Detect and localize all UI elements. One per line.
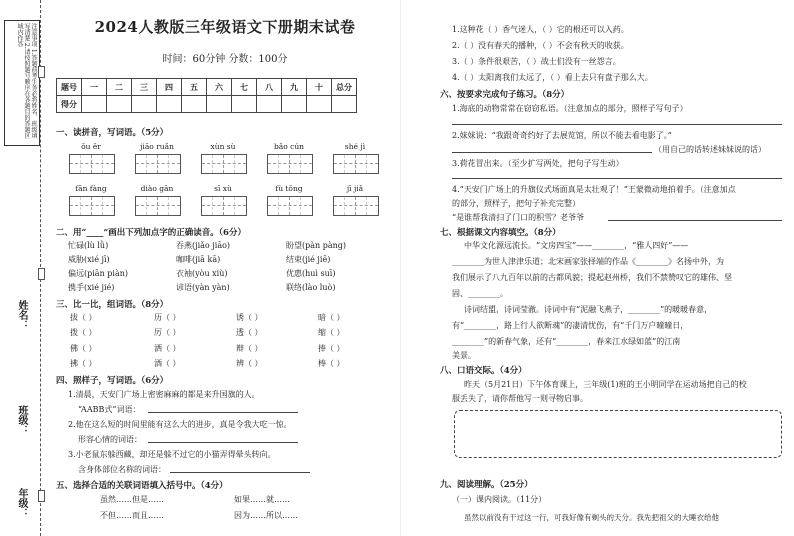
reading-item[interactable]: 盼望(pàn pàng) [286, 241, 346, 250]
score-header-cell: 三 [132, 79, 157, 96]
score-cell[interactable] [132, 96, 157, 113]
pinyin: diào gān [140, 184, 174, 193]
binding-tick [38, 490, 45, 502]
pinyin: fù tǒng [275, 184, 303, 193]
compare-item[interactable]: 拨（ ） [70, 328, 97, 337]
passage-text: 服丢失了，请你帮他写一则寻物启事。 [452, 394, 588, 403]
writing-grid[interactable] [135, 154, 181, 174]
compare-item[interactable]: 厉（ ） [154, 328, 181, 337]
passage-text: 虽然以前没有干过这一行，可我好像有剃头的天分。我先把祖父的大睡衣给他 [464, 513, 719, 522]
writing-grid[interactable] [135, 196, 181, 216]
passage-text: ________”的新春气象，还有“________，春来江水绿如蓝”的江南 [452, 337, 681, 346]
score-header-cell: 一 [82, 79, 107, 96]
pinyin: fān fàng [75, 184, 107, 193]
exercise-text: 的部分，照样子，把句子补充完整） [452, 199, 580, 208]
score-cell[interactable] [207, 96, 232, 113]
writing-grid[interactable] [201, 196, 247, 216]
writing-grid[interactable] [69, 196, 115, 216]
answer-box[interactable] [454, 410, 782, 458]
score-header-cell: 六 [207, 79, 232, 96]
compare-item[interactable]: 拔（ ） [70, 313, 97, 322]
score-header-cell: 四 [157, 79, 182, 96]
score-value-row [57, 96, 357, 113]
pinyin: jī jiǎ [346, 184, 364, 193]
exam-title: 2024人教版三年级语文下册期末试卷 [94, 18, 356, 36]
score-cell[interactable] [332, 96, 357, 113]
reading-item[interactable]: 优惠(huì suī) [286, 269, 336, 278]
writing-grid[interactable] [333, 196, 379, 216]
compare-item[interactable]: 棒（ ） [318, 359, 345, 368]
score-header-cell: 总分 [332, 79, 357, 96]
score-header-cell: 题号 [57, 79, 82, 96]
score-cell[interactable] [182, 96, 207, 113]
passage-text: 昨天（5月21日）下午体育课上，三年级(1)班的王小明同学在运动场把自己的校 [464, 380, 747, 389]
answer-prompt: 形容心情的词语： [78, 435, 142, 444]
answer-prompt: “AABB式”词语： [78, 405, 141, 414]
exercise-text: “是谁帮我清扫了门口的积雪？老爷爷 [452, 213, 585, 222]
compare-item[interactable]: 辨（ ） [236, 359, 263, 368]
pinyin: shé jì [344, 142, 366, 151]
section-6-title: 六、按要求完成句子练习。（8分） [440, 90, 570, 100]
pinyin: jiāo ruǎn [140, 142, 174, 151]
passage-text: 我们展示了八九百年以前的古都风貌；提起赵州桥，我们不禁赞叹它的雄伟、坚 [452, 273, 732, 282]
writing-grid[interactable] [267, 196, 313, 216]
score-row-label: 得分 [57, 96, 82, 113]
compare-item[interactable]: 暗（ ） [318, 313, 345, 322]
binding-strip [0, 0, 50, 536]
score-header-cell: 五 [182, 79, 207, 96]
passage-text: 固、________。 [452, 289, 508, 298]
reading-item[interactable]: 吞燕(jiǎo jiāo) [176, 241, 231, 250]
example-sentence: 3.小老鼠东躲西藏，却还是躲不过它的小猫弄得晕头转向。 [68, 450, 276, 459]
reading-item[interactable]: 衣袖(yòu xiù) [176, 269, 228, 278]
section-1-title: 一、读拼音，写词语。（5分） [56, 128, 169, 138]
answer-prompt: 含身体部位名称的词语： [78, 465, 166, 474]
score-cell[interactable] [107, 96, 132, 113]
exercise-text: 3.荷花冒出来。（至少扩写两处，把句子写生动） [452, 159, 624, 168]
section-4-title: 四、照样子，写词语。（6分） [56, 376, 169, 386]
score-cell[interactable] [157, 96, 182, 113]
class-label: 班级： [16, 405, 27, 435]
name-label: 姓名： [16, 300, 27, 330]
answer-line[interactable] [148, 442, 298, 443]
compare-item[interactable]: 捧（ ） [318, 344, 345, 353]
score-cell[interactable] [282, 96, 307, 113]
score-header-cell: 九 [282, 79, 307, 96]
answer-line[interactable] [452, 124, 782, 125]
passage-text: ________为世人津津乐道；北宋画家张择端的作品《________》名扬中外，为 [452, 257, 724, 266]
score-header-cell: 七 [232, 79, 257, 96]
reading-item[interactable]: 威胁(xié jī) [68, 255, 110, 264]
score-header-row [57, 79, 357, 96]
compare-item[interactable]: 历（ ） [154, 313, 181, 322]
left-page [56, 0, 394, 536]
passage-text: 有“________，路上行人欲断魂”的凄清忧伤，有“千门万户曈曈日， [452, 321, 689, 330]
writing-grid[interactable] [69, 154, 115, 174]
page-divider [400, 0, 401, 536]
right-page [410, 0, 790, 536]
subsection-title: （一）课内阅读。（11分） [452, 495, 547, 504]
conjunction-option: 虽然……但是…… [100, 495, 164, 504]
compare-item[interactable]: 酒（ ） [154, 359, 181, 368]
score-table [56, 78, 357, 113]
section-5-title: 五、选择合适的关联词语填入括号中。（4分） [56, 481, 228, 491]
reading-item[interactable]: 忙碌(lù lǜ) [68, 241, 109, 250]
example-sentence: 2.他在这么短的时间里能有这么大的进步，真是令我大吃一惊。 [68, 420, 292, 429]
reading-item[interactable]: 偏远(piān piàn) [68, 269, 128, 278]
reading-item[interactable]: 联络(lào luò) [286, 283, 336, 292]
exercise-text: 4.“天安门广场上的升旗仪式场面真是太壮观了！”王蒙微动地拍着手。（注意加点 [452, 185, 736, 194]
score-cell[interactable] [257, 96, 282, 113]
notice-box: 注意事项 1.答题前考生务必将姓名、班级填写清楚 2.请按照题号顺序在各题目的答题区域内作答 [4, 20, 40, 146]
pinyin: bǎo cún [273, 142, 305, 151]
fill-item[interactable]: 3.（ ）条件很艰苦，（ ）战士们没有一丝怨言。 [452, 57, 621, 66]
score-cell[interactable] [232, 96, 257, 113]
section-9-title: 九、阅读理解。（25分） [440, 480, 533, 490]
section-8-title: 八、口语交际。（4分） [440, 366, 527, 376]
section-2-title: 二、用“____”画出下列加点字的正确读音。（6分） [56, 228, 246, 238]
fill-item[interactable]: 4.（ ）太阳离我们太远了，（ ）看上去只有盘子那么大。 [452, 73, 653, 82]
answer-line[interactable] [452, 178, 782, 179]
score-header-cell: 十 [307, 79, 332, 96]
conjunction-option: 因为……所以…… [234, 511, 298, 520]
answer-line[interactable] [608, 220, 782, 221]
conjunction-option: 不但……而且…… [100, 511, 164, 520]
score-header-cell: 二 [107, 79, 132, 96]
binding-tick [38, 268, 45, 280]
pinyin: ǒu ěr [81, 142, 101, 151]
reading-item[interactable]: 咖啡(jiā kā) [176, 255, 221, 264]
binding-tick [38, 66, 45, 78]
compare-item[interactable]: 缩（ ） [318, 328, 345, 337]
reading-item[interactable]: 谚语(yàn yàn) [176, 283, 230, 292]
example-sentence: 1.清晨，天安门广场上密密麻麻的都是来升国旗的人。 [68, 390, 260, 399]
exam-meta: 时间：60分钟 分数：100分 [162, 54, 288, 65]
passage-text: 诗词结盟，诗词莹澈。诗词中有“泥融飞燕子，________”的暖暖春意， [464, 305, 713, 314]
passage-text: 美景。 [452, 351, 476, 360]
grade-label: 年级： [16, 488, 27, 518]
exercise-text: 2.妹妹说：“我跟奇奇约好了去展览馆，所以不能去看电影了。” [452, 131, 672, 140]
exercise-text: 1.海底的动物常常在窃窃私语。（注意加点的部分，照样子写句子） [452, 104, 688, 113]
score-header-cell: 八 [257, 79, 282, 96]
score-cell[interactable] [307, 96, 332, 113]
answer-line[interactable] [452, 152, 652, 153]
compare-item[interactable]: 透（ ） [236, 328, 263, 337]
pinyin: sī xù [214, 184, 232, 193]
compare-item[interactable]: 洒（ ） [154, 344, 181, 353]
compare-item[interactable]: 诱（ ） [236, 313, 263, 322]
writing-grid[interactable] [267, 154, 313, 174]
reading-item[interactable]: 携手(xié jié) [68, 283, 115, 292]
fill-item[interactable]: 2.（ ）没有春天的播种，（ ）不会有秋天的收获。 [452, 41, 629, 50]
exercise-text: （用自己的话转述妹妹说的话） [654, 145, 766, 154]
pinyin: xùn sù [210, 142, 236, 151]
answer-line[interactable] [170, 472, 310, 473]
writing-grid[interactable] [201, 154, 247, 174]
compare-item[interactable]: 拂（ ） [70, 359, 97, 368]
passage-text: 中华文化源远流长。“文房四宝”——________，“雅人四好”—— [464, 241, 689, 250]
compare-item[interactable]: 辩（ ） [236, 344, 263, 353]
section-3-title: 三、比一比，组词语。（8分） [56, 300, 169, 310]
conjunction-option: 如果……就…… [234, 495, 290, 504]
score-cell[interactable] [82, 96, 107, 113]
reading-item[interactable]: 结束(jié jiē) [286, 255, 331, 264]
answer-line[interactable] [148, 412, 298, 413]
section-7-title: 七、根据课文内容填空。（8分） [440, 228, 561, 238]
writing-grid[interactable] [333, 154, 379, 174]
compare-item[interactable]: 佛（ ） [70, 344, 97, 353]
fill-item[interactable]: 1.这种花（ ）香气迷人，（ ）它的根还可以入药。 [452, 25, 629, 34]
